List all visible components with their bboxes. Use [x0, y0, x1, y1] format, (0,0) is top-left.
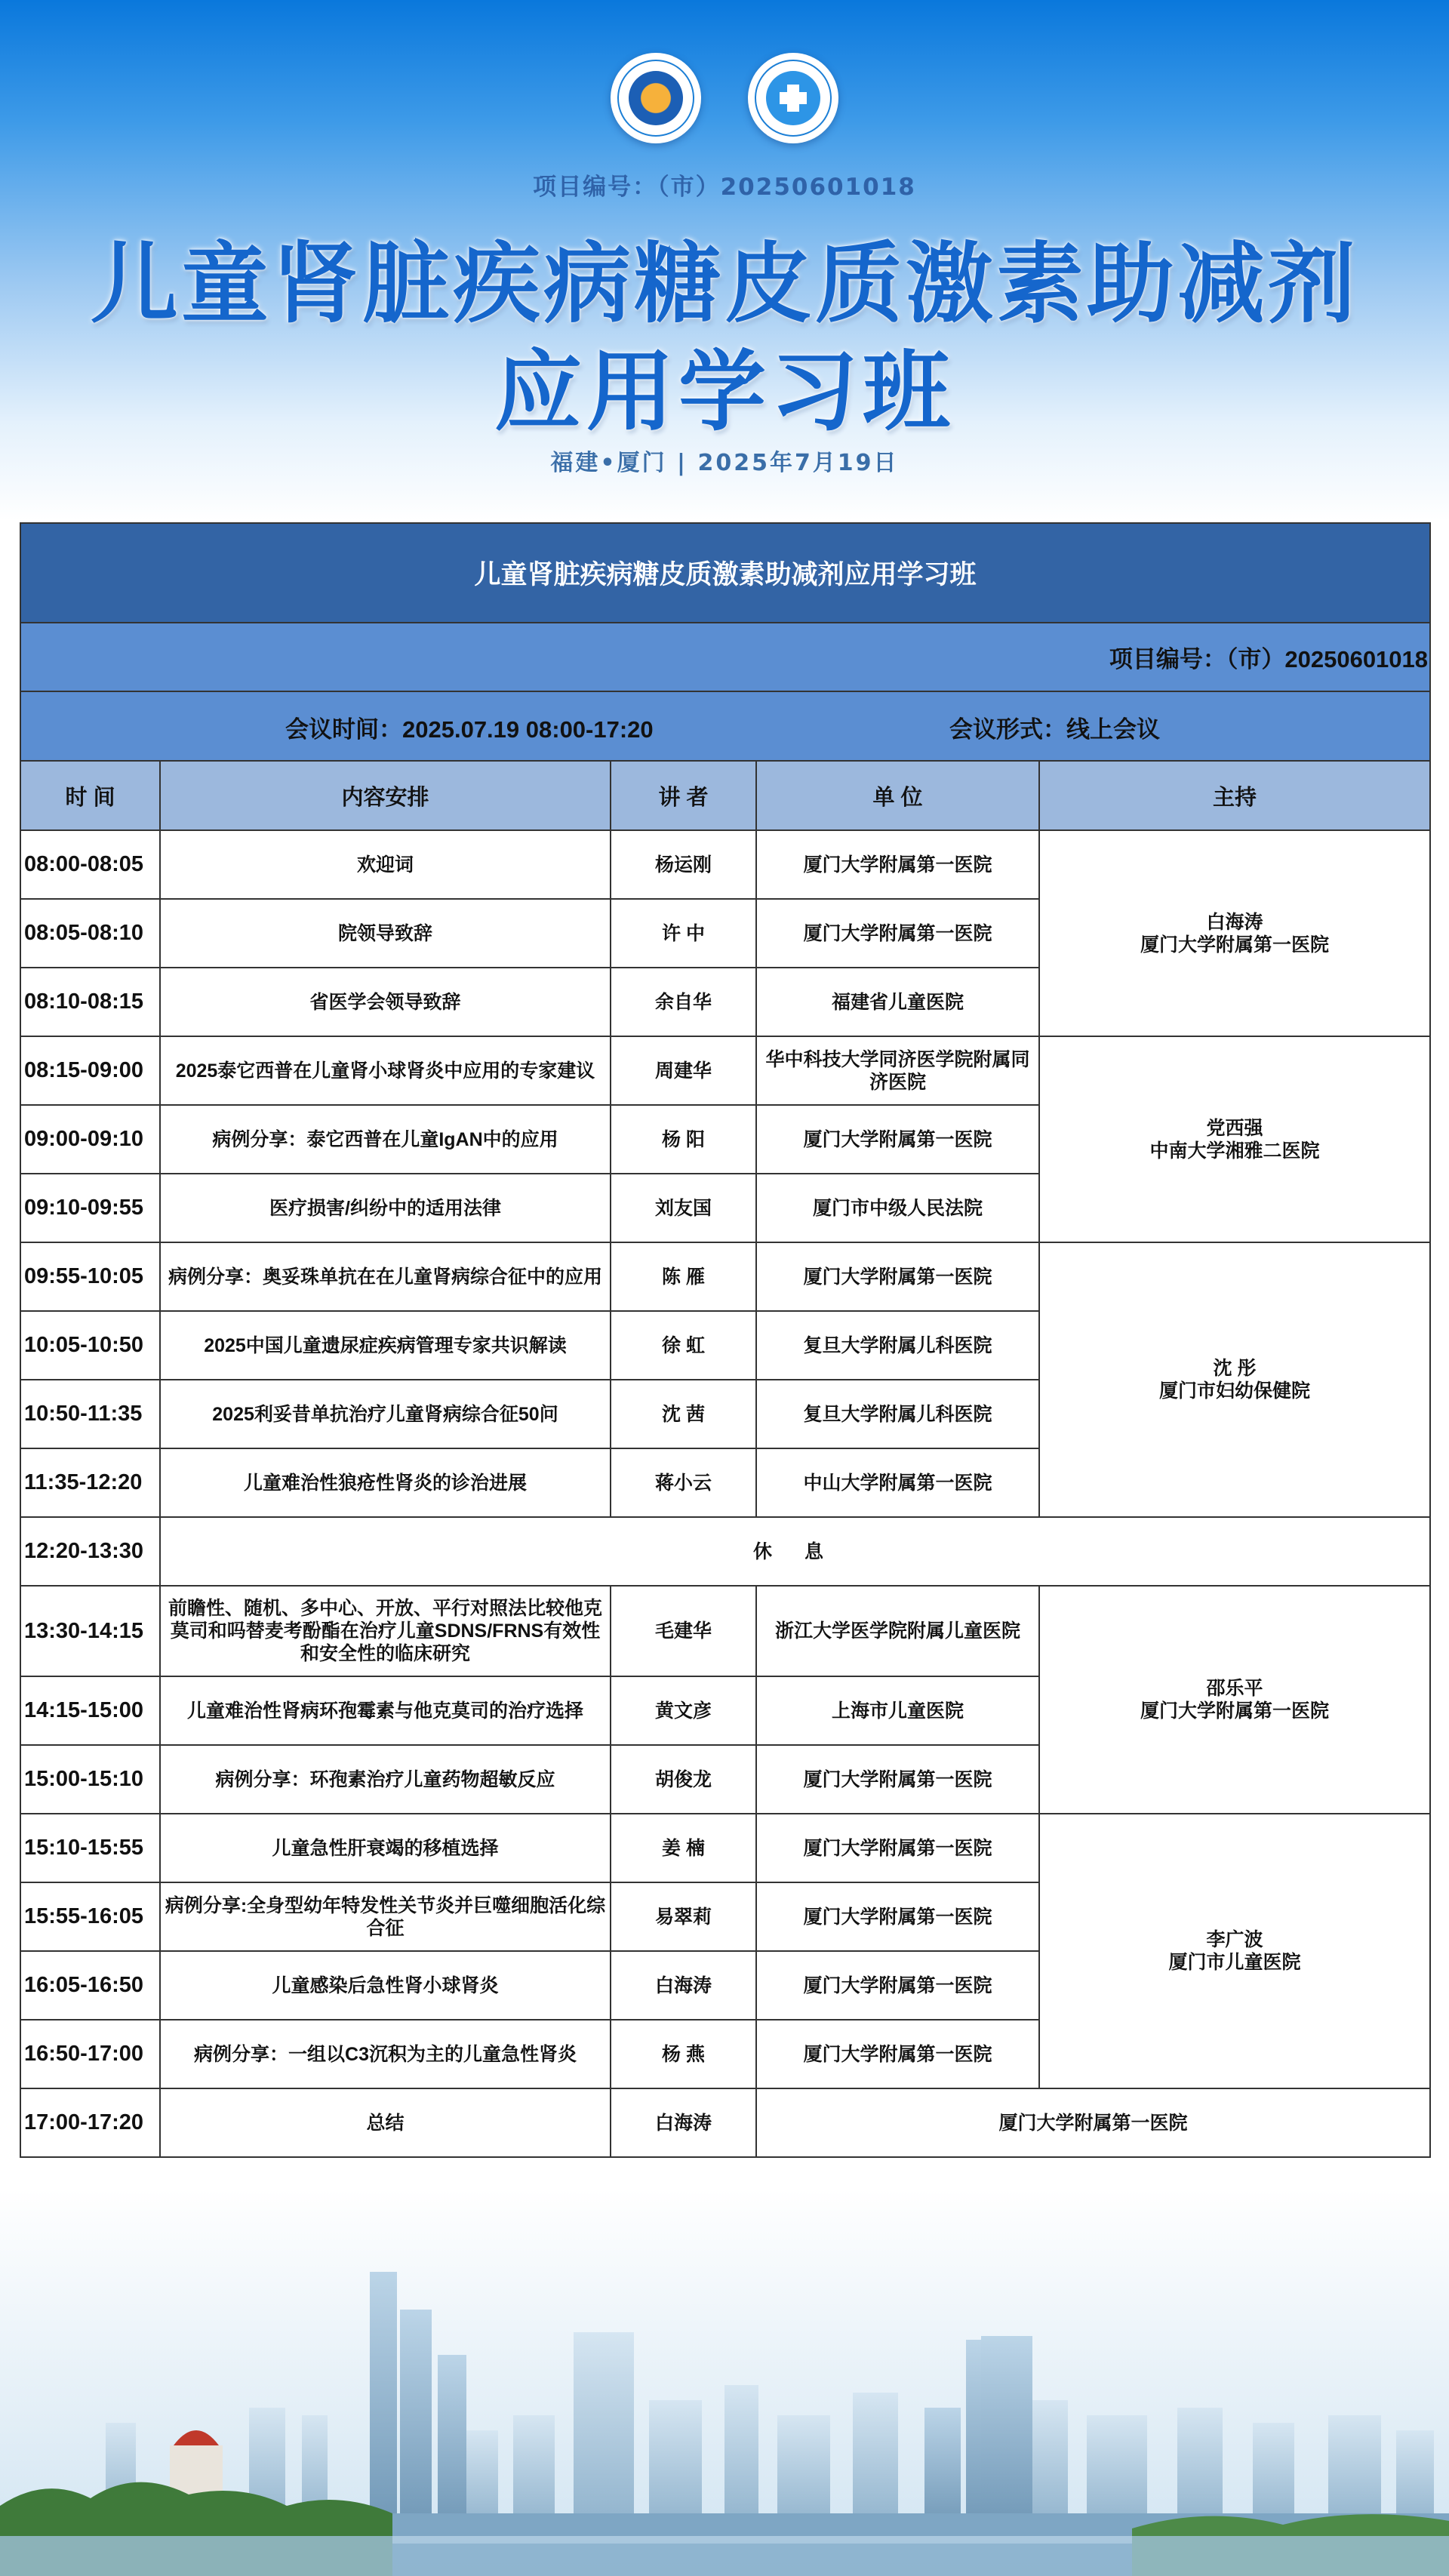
content-cell: 儿童难治性肾病环孢霉素与他克莫司的治疗选择 — [160, 1676, 611, 1745]
time-cell: 09:10-09:55 — [20, 1174, 160, 1242]
content-cell: 病例分享：一组以C3沉积为主的儿童急性肾炎 — [160, 2020, 611, 2088]
speaker-cell: 易翠莉 — [611, 1882, 756, 1951]
place-date: 福建•厦门 | 2025年7月19日 — [550, 450, 899, 476]
unit-cell: 厦门大学附属第一医院 — [756, 2020, 1039, 2088]
unit-cell: 厦门大学附属第一医院 — [756, 1242, 1039, 1311]
content-cell: 前瞻性、随机、多中心、开放、平行对照法比较他克莫司和吗替麦考酚酯在治疗儿童SDNS/FRNS有效性和安全性的临床研究 — [160, 1586, 611, 1676]
unit-cell: 华中科技大学同济医学院附属同济医院 — [756, 1036, 1039, 1105]
host-name: 沈 彤 — [1213, 1358, 1257, 1379]
time-cell: 16:05-16:50 — [20, 1951, 160, 2020]
content-cell: 儿童感染后急性肾小球肾炎 — [160, 1951, 611, 2020]
content-cell: 省医学会领导致辞 — [160, 968, 611, 1036]
medical-association-logo-icon — [611, 53, 701, 143]
header-project-code: 项目编号：（市）20250601018 — [533, 174, 916, 201]
time-cell: 10:50-11:35 — [20, 1380, 160, 1448]
host-cell — [1039, 1242, 1430, 1517]
time-cell: 15:10-15:55 — [20, 1814, 160, 1882]
time-cell: 08:15-09:00 — [20, 1036, 160, 1105]
host-unit: 厦门市妇幼保健院 — [1159, 1380, 1311, 1402]
hospital-cross-logo-icon — [748, 53, 838, 143]
host-name: 白海涛 — [1206, 911, 1263, 933]
content-cell: 病例分享：奥妥珠单抗在在儿童肾病综合征中的应用 — [160, 1242, 611, 1311]
host-name: 李广波 — [1206, 1929, 1263, 1950]
unit-cell: 厦门大学附属第一医院 — [756, 1105, 1039, 1174]
time-cell: 15:55-16:05 — [20, 1882, 160, 1951]
content-cell: 总结 — [160, 2088, 611, 2157]
speaker-cell: 杨运刚 — [611, 830, 756, 899]
content-cell: 院领导致辞 — [160, 899, 611, 968]
host-name: 邵乐平 — [1206, 1678, 1263, 1699]
content-cell: 2025中国儿童遗尿症疾病管理专家共识解读 — [160, 1311, 611, 1380]
unit-cell: 厦门大学附属第一医院 — [756, 1745, 1039, 1814]
page-title-line2: 应用学习班 — [494, 341, 955, 443]
unit-cell: 浙江大学医学院附属儿童医院 — [756, 1586, 1039, 1676]
speaker-cell: 毛建华 — [611, 1586, 756, 1676]
unit-cell: 厦门大学附属第一医院 — [756, 899, 1039, 968]
speaker-cell: 杨 燕 — [611, 2020, 756, 2088]
content-cell: 2025利妥昔单抗治疗儿童肾病综合征50问 — [160, 1380, 611, 1448]
host-name: 党西强 — [1206, 1117, 1263, 1139]
meeting-format: 会议形式：线上会议 — [949, 716, 1160, 743]
speaker-cell: 胡俊龙 — [611, 1745, 756, 1814]
time-cell: 09:55-10:05 — [20, 1242, 160, 1311]
speaker-cell: 蒋小云 — [611, 1448, 756, 1517]
speaker-cell: 周建华 — [611, 1036, 756, 1105]
col-header-time: 时 间 — [20, 761, 160, 830]
table-project-code: 项目编号：（市）20250601018 — [20, 623, 1430, 691]
col-header-speaker: 讲 者 — [611, 761, 756, 830]
city-skyline-illustration — [0, 2189, 1449, 2576]
host-unit: 中南大学湘雅二医院 — [1149, 1140, 1320, 1162]
content-cell: 儿童难治性狼疮性肾炎的诊治进展 — [160, 1448, 611, 1517]
unit-cell: 厦门大学附属第一医院 — [756, 1882, 1039, 1951]
header-banner — [0, 0, 1449, 521]
unit-cell: 复旦大学附属儿科医院 — [756, 1380, 1039, 1448]
table-row — [20, 1814, 1430, 1882]
host-unit: 厦门大学附属第一医院 — [1140, 934, 1330, 956]
host-cell — [1039, 1036, 1430, 1242]
unit-cell: 厦门大学附属第一医院 — [756, 1951, 1039, 2020]
unit-cell: 厦门大学附属第一医院 — [756, 830, 1039, 899]
shoreline — [392, 2544, 1132, 2576]
content-cell: 欢迎词 — [160, 830, 611, 899]
schedule-table — [20, 522, 1431, 2158]
time-cell: 16:50-17:00 — [20, 2020, 160, 2088]
time-cell: 08:05-08:10 — [20, 899, 160, 968]
content-cell: 病例分享：泰它西普在儿童IgAN中的应用 — [160, 1105, 611, 1174]
content-cell: 病例分享:全身型幼年特发性关节炎并巨噬细胞活化综合征 — [160, 1882, 611, 1951]
speaker-cell: 沈 茜 — [611, 1380, 756, 1448]
time-cell: 12:20-13:30 — [20, 1517, 160, 1586]
content-cell: 病例分享：环孢素治疗儿童药物超敏反应 — [160, 1745, 611, 1814]
host-cell — [1039, 1814, 1430, 2088]
unit-cell: 上海市儿童医院 — [756, 1676, 1039, 1745]
host-unit: 厦门大学附属第一医院 — [1140, 1700, 1330, 1722]
unit-cell: 厦门大学附属第一医院 — [756, 1814, 1039, 1882]
speaker-cell: 徐 虹 — [611, 1311, 756, 1380]
time-cell: 14:15-15:00 — [20, 1676, 160, 1745]
unit-cell: 福建省儿童医院 — [756, 968, 1039, 1036]
content-cell: 2025泰它西普在儿童肾小球肾炎中应用的专家建议 — [160, 1036, 611, 1105]
speaker-cell: 许 中 — [611, 899, 756, 968]
content-cell: 儿童急性肝衰竭的移植选择 — [160, 1814, 611, 1882]
time-cell: 17:00-17:20 — [20, 2088, 160, 2157]
speaker-cell: 陈 雁 — [611, 1242, 756, 1311]
speaker-cell: 白海涛 — [611, 1951, 756, 2020]
speaker-cell: 刘友国 — [611, 1174, 756, 1242]
speaker-cell: 白海涛 — [611, 2088, 756, 2157]
col-header-content: 内容安排 — [160, 761, 611, 830]
table-row — [20, 830, 1430, 899]
unit-cell: 厦门市中级人民法院 — [756, 1174, 1039, 1242]
break-cell: 休 息 — [160, 1517, 1430, 1586]
meeting-time: 会议时间：2025.07.19 08:00-17:20 — [285, 716, 654, 743]
time-cell: 15:00-15:10 — [20, 1745, 160, 1814]
table-row — [20, 1036, 1430, 1105]
speaker-cell: 杨 阳 — [611, 1105, 756, 1174]
time-cell: 08:00-08:05 — [20, 830, 160, 899]
time-cell: 10:05-10:50 — [20, 1311, 160, 1380]
col-header-host: 主持 — [1039, 761, 1430, 830]
unit-cell: 厦门大学附属第一医院 — [756, 2088, 1430, 2157]
table-row-break — [20, 1517, 1430, 1586]
unit-cell: 中山大学附属第一医院 — [756, 1448, 1039, 1517]
unit-cell: 复旦大学附属儿科医院 — [756, 1311, 1039, 1380]
col-header-unit: 单 位 — [756, 761, 1039, 830]
time-cell: 09:00-09:10 — [20, 1105, 160, 1174]
speaker-cell: 黄文彦 — [611, 1676, 756, 1745]
speaker-cell: 余自华 — [611, 968, 756, 1036]
table-row — [20, 1586, 1430, 1676]
content-cell: 医疗损害/纠纷中的适用法律 — [160, 1174, 611, 1242]
table-row — [20, 1242, 1430, 1311]
host-unit: 厦门市儿童医院 — [1168, 1952, 1301, 1973]
table-title: 儿童肾脏疾病糖皮质激素助减剂应用学习班 — [20, 523, 1430, 623]
column-header-row — [20, 761, 1430, 830]
logo-group — [0, 53, 1449, 146]
host-cell — [1039, 830, 1430, 1036]
time-cell: 11:35-12:20 — [20, 1448, 160, 1517]
speaker-cell: 姜 楠 — [611, 1814, 756, 1882]
host-cell — [1039, 1586, 1430, 1814]
time-cell: 13:30-14:15 — [20, 1586, 160, 1676]
meeting-info-row — [20, 691, 1430, 761]
time-cell: 08:10-08:15 — [20, 968, 160, 1036]
page-title-line1: 儿童肾脏疾病糖皮质激素助减剂 — [91, 233, 1358, 335]
table-row-summary — [20, 2088, 1430, 2157]
